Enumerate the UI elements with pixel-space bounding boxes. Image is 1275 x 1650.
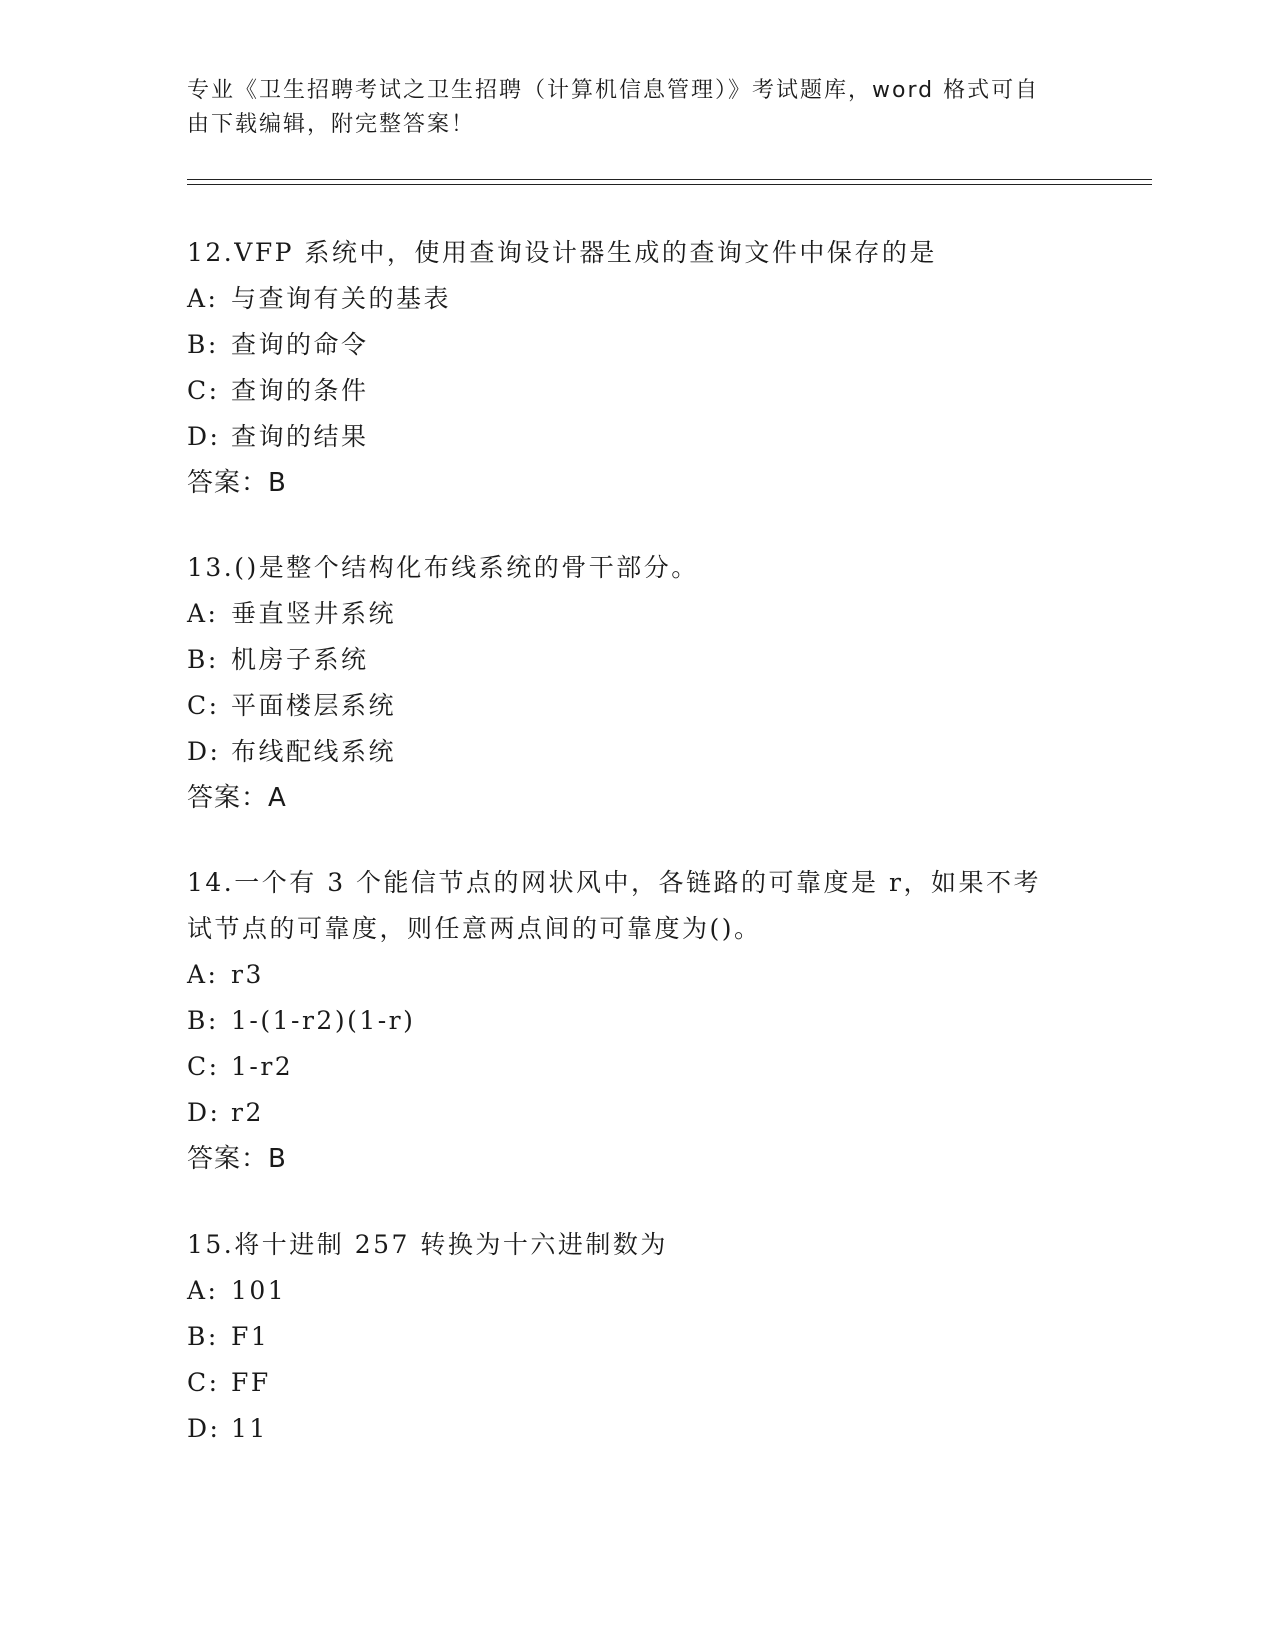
option-key: A: [187,960,219,989]
option-text: 查询的条件 [231,376,369,405]
option-text: 1-(1-r2)(1-r) [231,1006,416,1035]
option-key: A: [187,1276,219,1305]
option-text: 11 [231,1414,268,1443]
question-text-line-2: 试节点的可靠度，则任意两点间的可靠度为()。 [187,914,762,943]
header-line-2: 由下载编辑，附完整答案！ [187,112,476,137]
option-d [187,729,1087,775]
option-b [187,322,1087,368]
question-14 [187,860,1087,1182]
question-text: 12.VFP 系统中，使用查询设计器生成的查询文件中保存的是 [187,238,937,267]
option-a [187,1268,1087,1314]
option-c [187,1044,1087,1090]
option-b [187,1314,1087,1360]
option-key: A: [187,284,219,313]
option-c [187,1360,1087,1406]
option-key: B: [187,1322,219,1351]
option-text: 垂直竖井系统 [231,599,397,628]
question-text: 13.()是整个结构化布线系统的骨干部分。 [187,553,699,582]
option-d [187,1090,1087,1136]
option-key: D: [187,1414,221,1443]
option-key: D: [187,422,221,451]
header-line-1: 专业《卫生招聘考试之卫生招聘（计算机信息管理）》考试题库，word 格式可自 [187,78,1040,103]
option-text: F1 [231,1322,270,1351]
option-key: B: [187,1006,219,1035]
option-a [187,952,1087,998]
answer-line: 答案：B [187,1144,287,1174]
option-c [187,683,1087,729]
question-15 [187,1222,1087,1452]
option-key: B: [187,645,219,674]
option-text: FF [231,1368,271,1397]
option-text: 1-r2 [231,1052,294,1081]
option-key: B: [187,330,219,359]
header-divider-top [187,179,1152,180]
option-key: C: [187,376,220,405]
option-text: 平面楼层系统 [231,691,397,720]
option-a [187,591,1087,637]
option-text: 布线配线系统 [231,737,397,766]
answer-line: 答案：B [187,468,287,498]
option-text: 查询的结果 [231,422,369,451]
question-text-line-1: 14.一个有 3 个能信节点的网状风中，各链路的可靠度是 r，如果不考 [187,868,1041,897]
question-12 [187,230,1087,506]
option-key: C: [187,1052,220,1081]
question-13 [187,545,1087,821]
option-text: r3 [231,960,264,989]
option-text: 查询的命令 [231,330,369,359]
option-b [187,998,1087,1044]
option-d [187,1406,1087,1452]
option-text: 101 [231,1276,287,1305]
option-d [187,414,1087,460]
question-text: 15.将十进制 257 转换为十六进制数为 [187,1230,668,1259]
option-c [187,368,1087,414]
option-key: D: [187,1098,221,1127]
option-text: 机房子系统 [231,645,369,674]
option-key: A: [187,599,219,628]
document-header [187,74,1067,142]
option-b [187,637,1087,683]
option-a [187,276,1087,322]
answer-line: 答案：A [187,783,287,813]
option-text: r2 [231,1098,264,1127]
option-text: 与查询有关的基表 [231,284,452,313]
option-key: C: [187,1368,220,1397]
header-divider-bottom [187,184,1152,185]
option-key: C: [187,691,220,720]
option-key: D: [187,737,221,766]
